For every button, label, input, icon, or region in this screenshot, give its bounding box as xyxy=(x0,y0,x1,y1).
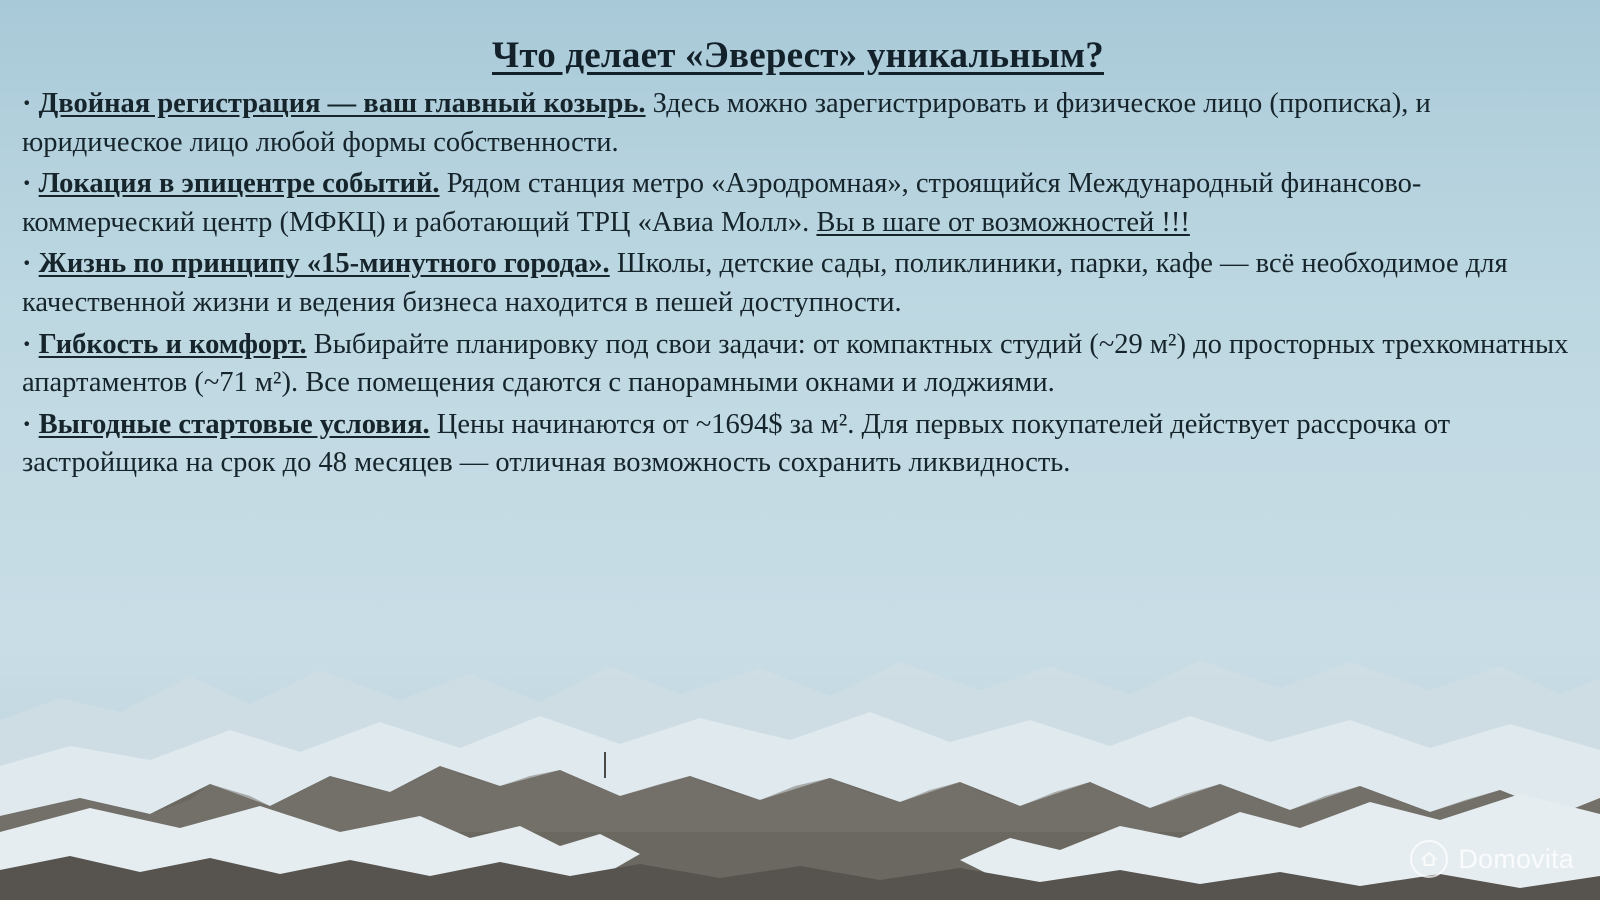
bullet-body: Школы, детские сады, поликлиники, парки, кафе — всё необходимое для качественной жизни и ведения бизнеса находится в пешей доступности. xyxy=(22,248,1508,319)
bullet-lead: Жизнь по принципу «15-минутного города». xyxy=(38,248,610,280)
bullet-marker: · xyxy=(22,248,32,280)
bullet-body: Рядом станция метро «Аэродромная», строящийся Международный финансово-коммерческий центр (МФКЦ) и работающий ТРЦ «Авиа Молл». xyxy=(22,168,1422,238)
domovita-logo-icon xyxy=(1410,840,1448,878)
bullet-lead: Выгодные стартовые условия. xyxy=(38,408,430,440)
bullet-item-2 xyxy=(22,165,1574,242)
bullet-marker: · xyxy=(22,88,32,119)
mountain-scenery xyxy=(0,570,1600,900)
bullet-lead: Гибкость и комфорт. xyxy=(38,328,307,360)
bullet-marker: · xyxy=(22,168,32,200)
bullet-item-3 xyxy=(22,245,1574,322)
bullet-body: Здесь можно зарегистрировать и физическое лицо (прописка), и юридическое лицо любой формы собственности. xyxy=(22,88,1431,158)
bullet-tail: Вы в шаге от возможностей !!! xyxy=(816,206,1190,238)
bullet-body: Цены начинаются от ~1694$ за м². Для первых покупателей действует рассрочка от застройщика на срок до 48 месяцев — отличная возможность сохранить ликвидность. xyxy=(22,408,1451,479)
bullet-lead: Двойная регистрация — ваш главный козырь. xyxy=(38,88,646,119)
bullet-body: Выбирайте планировку под свои задачи: от компактных студий (~29 м²) до просторных трехкомнатных апартаментов (~71 м²). Все помещения сдаются с панорамными окнами и лоджиями. xyxy=(22,328,1569,399)
watermark xyxy=(1410,840,1574,878)
watermark-label: Domovita xyxy=(1458,843,1574,874)
bullet-lead: Локация в эпицентре событий. xyxy=(38,168,440,200)
page-title: Что делает «Эверест» уникальным? xyxy=(492,35,1104,76)
bullet-marker: · xyxy=(22,328,32,360)
bullet-item-4 xyxy=(22,326,1574,403)
bullet-item-5 xyxy=(22,406,1574,483)
bullet-item-1 xyxy=(22,85,1574,162)
bullet-marker: · xyxy=(22,408,32,440)
